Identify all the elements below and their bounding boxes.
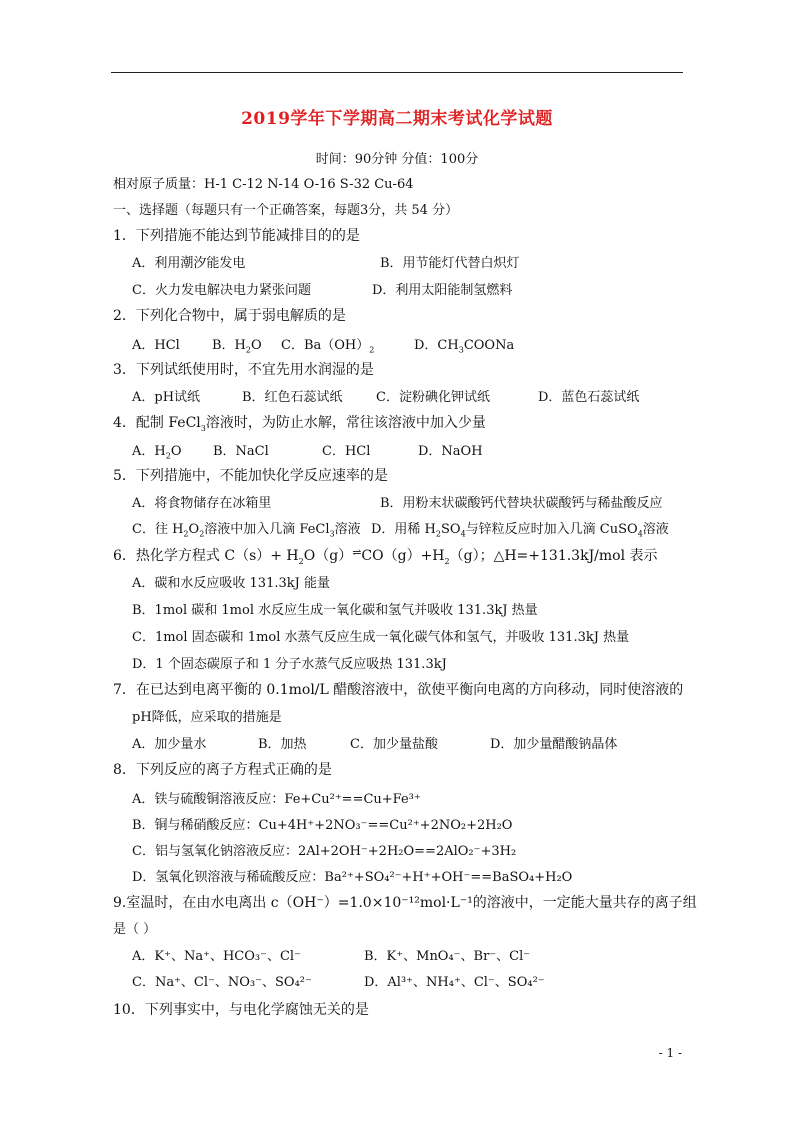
q4-option-d: D．NaOH — [418, 444, 483, 459]
q6-option-d: D．1 个固态碳原子和 1 分子水蒸气反应吸热 131.3kJ — [132, 657, 447, 672]
page-number: - 1 - — [658, 1046, 682, 1060]
header-rule — [111, 72, 683, 73]
q6-option-c: C．1mol 固态碳和 1mol 水蒸气反应生成一氧化碳气体和氢气，并吸收 131.3kJ 热量 — [132, 630, 630, 645]
q1-option-a: A．利用潮汐能发电 — [132, 256, 246, 271]
q4-option-b: B．NaCl — [213, 444, 269, 459]
q3-option-c: C．淀粉碘化钾试纸 — [376, 390, 490, 405]
question-9-stem-line2: 是（ ） — [113, 922, 157, 937]
q8-option-d: D．氢氧化钡溶液与稀硫酸反应：Ba²⁺+SO₄²⁻+H⁺+OH⁻==BaSO₄+H₂O — [132, 870, 573, 885]
question-7-stem-line2: pH降低，应采取的措施是 — [132, 710, 282, 725]
q7-option-a: A．加少量水 — [132, 737, 207, 752]
q4-option-a: A．$H_2O$ — [132, 444, 182, 461]
q3-option-a: A．pH试纸 — [132, 390, 201, 405]
section-heading: 一、选择题（每题只有一个正确答案，每题3分，共 54 分） — [113, 203, 459, 218]
q9-option-a: A．K⁺、Na⁺、HCO₃⁻、Cl⁻ — [132, 949, 301, 964]
question-10-stem: 10．下列事实中，与电化学腐蚀无关的是 — [113, 1002, 369, 1018]
page-title: 2019学年下学期高二期末考试化学试题 — [241, 109, 553, 129]
question-8-stem: 8．下列反应的离子方程式正确的是 — [113, 762, 332, 778]
question-4-stem: 4．配制 FeCl$_3$溶液时，为防止水解，常往该溶液中加入少量 — [113, 415, 486, 433]
q2-option-b: B．$H_2O$ — [212, 338, 262, 355]
question-7-stem-line1: 7．在已达到电离平衡的 0.1mol/L 醋酸溶液中，欲使平衡向电离的方向移动，同时使溶液的 — [113, 682, 684, 698]
q5-option-b: B．用粉末状碳酸钙代替块状碳酸钙与稀盐酸反应 — [380, 496, 663, 511]
q6-option-b: B．1mol 碳和 1mol 水反应生成一氧化碳和氢气并吸收 131.3kJ 热量 — [132, 603, 538, 618]
q6-option-a: A．碳和水反应吸收 131.3kJ 能量 — [132, 576, 330, 591]
q1-option-d: D．利用太阳能制氢燃料 — [372, 283, 513, 298]
question-2-stem: 2．下列化合物中，属于弱电解质的是 — [113, 308, 346, 324]
atomic-masses: 相对原子质量：H-1 C-12 N-14 O-16 S-32 Cu-64 — [113, 177, 414, 192]
q9-option-b: B．K⁺、MnO₄⁻、Br⁻、Cl⁻ — [364, 949, 531, 964]
q7-option-d: D．加少量醋酸钠晶体 — [490, 737, 618, 752]
q3-option-b: B．红色石蕊试纸 — [242, 390, 343, 405]
question-5-stem: 5．下列措施中，不能加快化学反应速率的是 — [113, 468, 388, 484]
exam-info: 时间：90分钟 分值：100分 — [315, 152, 479, 167]
question-1-stem: 1．下列措施不能达到节能减排目的的是 — [113, 228, 360, 244]
question-6-stem: 6．热化学方程式 $C(s)+ H_2O(g)^\rightleftharpoons CO(g)+H_2(g)$；△H=+131.3kJ/mol 表示 — [113, 546, 658, 566]
question-3-stem: 3．下列试纸使用时，不宜先用水润湿的是 — [113, 362, 374, 378]
q9-option-c: C．Na⁺、Cl⁻、NO₃⁻、SO₄²⁻ — [132, 975, 312, 990]
q1-option-c: C．火力发电解决电力紧张问题 — [132, 283, 311, 298]
q2-option-a: A．HCl — [132, 338, 180, 353]
q9-option-d: D．Al³⁺、NH₄⁺、Cl⁻、SO₄²⁻ — [364, 975, 545, 990]
q5-option-c: C．往 $H_2O_2$溶液中加入几滴 FeCl$_3$溶液 — [132, 522, 361, 539]
q2-option-d: D．$CH_3COONa$ — [414, 338, 515, 355]
equilibrium-arrow-icon: ⇌ — [352, 546, 362, 559]
question-9-stem-line1: 9.室温时，在由水电离出 c（OH⁻）=1.0×10⁻¹²mol·L⁻¹的溶液中，一定能大量共存的离子组 — [113, 895, 697, 911]
q7-option-b: B．加热 — [258, 737, 307, 752]
q1-option-b: B．用节能灯代替白炽灯 — [380, 256, 520, 271]
q2-option-c: C．$Ba(OH)_2$ — [281, 338, 375, 355]
q5-option-a: A．将食物储存在冰箱里 — [132, 496, 272, 511]
q4-option-c: C．HCl — [322, 444, 371, 459]
q3-option-d: D．蓝色石蕊试纸 — [538, 390, 640, 405]
q8-option-c: C．铝与氢氧化钠溶液反应：2Al+2OH⁻+2H₂O==2AlO₂⁻+3H₂ — [132, 844, 517, 859]
q8-option-a: A．铁与硫酸铜溶液反应：Fe+Cu²⁺==Cu+Fe³⁺ — [132, 792, 421, 807]
q8-option-b: B．铜与稀硝酸反应：Cu+4H⁺+2NO₃⁻==Cu²⁺+2NO₂+2H₂O — [132, 818, 513, 833]
q5-option-d: D．用稀 $H_2SO_4$与锌粒反应时加入几滴 CuSO$_4$溶液 — [371, 522, 669, 539]
q7-option-c: C．加少量盐酸 — [350, 737, 438, 752]
